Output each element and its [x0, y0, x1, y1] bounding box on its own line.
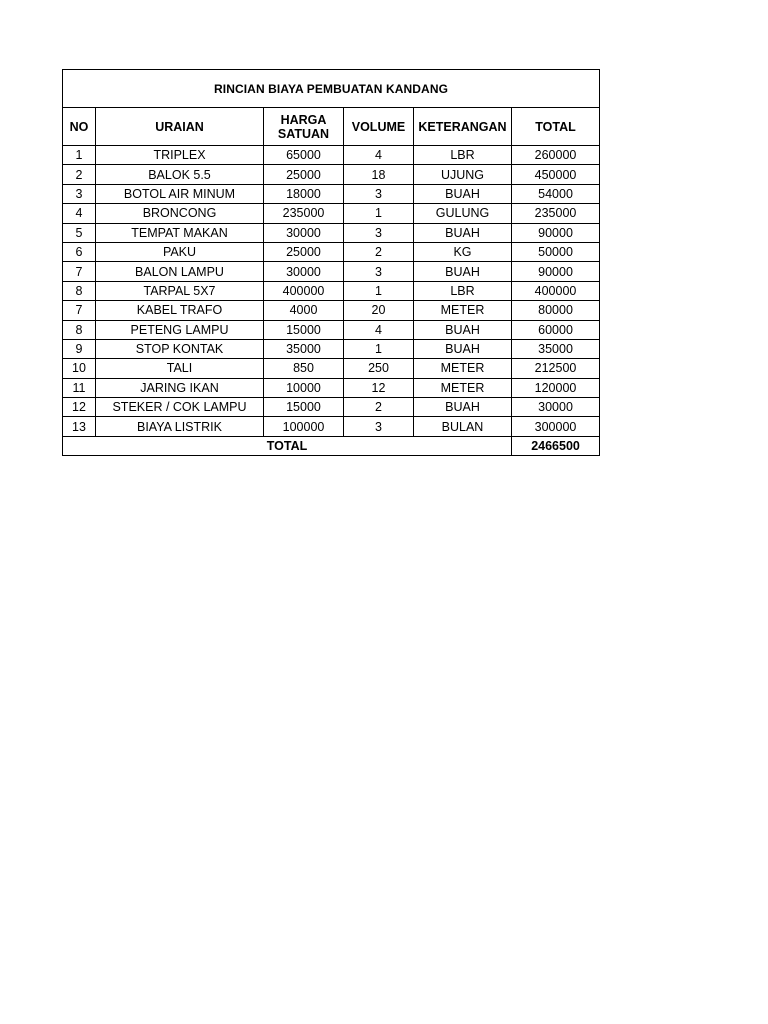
cell-volume: 3	[344, 184, 414, 203]
table-row	[63, 184, 600, 203]
cell-keterangan: BUAH	[414, 398, 512, 417]
cell-uraian: BOTOL AIR MINUM	[96, 184, 264, 203]
cell-total: 300000	[512, 417, 600, 436]
header-harga-line1: HARGA	[280, 112, 327, 127]
cell-keterangan: LBR	[414, 146, 512, 165]
cell-no: 6	[63, 242, 96, 261]
table-header-row	[63, 108, 600, 146]
cell-uraian: KABEL TRAFO	[96, 301, 264, 320]
cell-harga-satuan: 850	[264, 359, 344, 378]
cell-harga-satuan: 400000	[264, 281, 344, 300]
table-title-row	[63, 70, 600, 108]
cell-volume: 4	[344, 320, 414, 339]
cell-keterangan: BUAH	[414, 223, 512, 242]
cell-keterangan: GULUNG	[414, 204, 512, 223]
cell-volume: 1	[344, 204, 414, 223]
cell-volume: 20	[344, 301, 414, 320]
cell-no: 8	[63, 320, 96, 339]
table-row	[63, 301, 600, 320]
cell-uraian: TRIPLEX	[96, 146, 264, 165]
cell-keterangan: BUAH	[414, 262, 512, 281]
cell-keterangan: METER	[414, 378, 512, 397]
cell-harga-satuan: 4000	[264, 301, 344, 320]
header-keterangan: KETERANGAN	[414, 108, 512, 146]
cell-no: 10	[63, 359, 96, 378]
cell-volume: 1	[344, 281, 414, 300]
cell-harga-satuan: 15000	[264, 320, 344, 339]
cell-harga-satuan: 18000	[264, 184, 344, 203]
table-row	[63, 242, 600, 261]
cell-total: 50000	[512, 242, 600, 261]
cell-volume: 3	[344, 262, 414, 281]
cell-total: 60000	[512, 320, 600, 339]
cell-total: 80000	[512, 301, 600, 320]
cell-total: 35000	[512, 339, 600, 358]
cell-no: 8	[63, 281, 96, 300]
cell-harga-satuan: 25000	[264, 165, 344, 184]
table-row	[63, 339, 600, 358]
cell-no: 12	[63, 398, 96, 417]
cell-uraian: PETENG LAMPU	[96, 320, 264, 339]
table-row	[63, 204, 600, 223]
cell-harga-satuan: 65000	[264, 146, 344, 165]
grand-total-value: 2466500	[512, 436, 600, 455]
cell-keterangan: BUAH	[414, 339, 512, 358]
cell-uraian: STOP KONTAK	[96, 339, 264, 358]
cell-keterangan: KG	[414, 242, 512, 261]
cell-keterangan: LBR	[414, 281, 512, 300]
header-harga-satuan	[264, 108, 344, 146]
cell-total: 212500	[512, 359, 600, 378]
cell-no: 4	[63, 204, 96, 223]
cell-total: 90000	[512, 223, 600, 242]
table-row	[63, 146, 600, 165]
total-label: TOTAL	[63, 436, 512, 455]
cell-no: 7	[63, 301, 96, 320]
cell-keterangan: METER	[414, 359, 512, 378]
cell-uraian: TALI	[96, 359, 264, 378]
cell-total: 235000	[512, 204, 600, 223]
table-row	[63, 417, 600, 436]
cell-keterangan: METER	[414, 301, 512, 320]
cell-keterangan: BUAH	[414, 320, 512, 339]
cell-uraian: BRONCONG	[96, 204, 264, 223]
cell-uraian: TEMPAT MAKAN	[96, 223, 264, 242]
cell-uraian: BALON LAMPU	[96, 262, 264, 281]
cell-harga-satuan: 25000	[264, 242, 344, 261]
table-title: RINCIAN BIAYA PEMBUATAN KANDANG	[63, 70, 600, 108]
table-row	[63, 262, 600, 281]
cell-no: 2	[63, 165, 96, 184]
header-volume: VOLUME	[344, 108, 414, 146]
cell-uraian: BALOK 5.5	[96, 165, 264, 184]
cell-uraian: TARPAL 5X7	[96, 281, 264, 300]
cell-harga-satuan: 30000	[264, 223, 344, 242]
table-row	[63, 320, 600, 339]
cost-sheet	[62, 69, 599, 456]
cell-keterangan: BUAH	[414, 184, 512, 203]
cell-no: 11	[63, 378, 96, 397]
header-no: NO	[63, 108, 96, 146]
cost-breakdown-table	[62, 69, 600, 456]
table-total-row	[63, 436, 600, 455]
cell-volume: 1	[344, 339, 414, 358]
cell-no: 1	[63, 146, 96, 165]
cell-total: 54000	[512, 184, 600, 203]
header-total: TOTAL	[512, 108, 600, 146]
cell-volume: 2	[344, 242, 414, 261]
cell-uraian: BIAYA LISTRIK	[96, 417, 264, 436]
cell-total: 400000	[512, 281, 600, 300]
cell-no: 3	[63, 184, 96, 203]
cell-harga-satuan: 235000	[264, 204, 344, 223]
cell-volume: 250	[344, 359, 414, 378]
cell-keterangan: UJUNG	[414, 165, 512, 184]
cell-total: 450000	[512, 165, 600, 184]
cell-volume: 4	[344, 146, 414, 165]
cell-harga-satuan: 10000	[264, 378, 344, 397]
cell-harga-satuan: 15000	[264, 398, 344, 417]
cell-volume: 3	[344, 223, 414, 242]
header-harga-line2: SATUAN	[277, 126, 330, 141]
cell-total: 90000	[512, 262, 600, 281]
cell-no: 13	[63, 417, 96, 436]
header-uraian: URAIAN	[96, 108, 264, 146]
table-row	[63, 165, 600, 184]
cell-no: 7	[63, 262, 96, 281]
cell-total: 120000	[512, 378, 600, 397]
cell-total: 30000	[512, 398, 600, 417]
cell-uraian: PAKU	[96, 242, 264, 261]
cell-no: 9	[63, 339, 96, 358]
cell-keterangan: BULAN	[414, 417, 512, 436]
cell-volume: 2	[344, 398, 414, 417]
table-row	[63, 223, 600, 242]
cell-volume: 12	[344, 378, 414, 397]
table-row	[63, 281, 600, 300]
cell-uraian: JARING IKAN	[96, 378, 264, 397]
cell-harga-satuan: 100000	[264, 417, 344, 436]
cell-volume: 18	[344, 165, 414, 184]
cell-uraian: STEKER / COK LAMPU	[96, 398, 264, 417]
table-row	[63, 378, 600, 397]
table-row	[63, 359, 600, 378]
cell-harga-satuan: 30000	[264, 262, 344, 281]
cell-volume: 3	[344, 417, 414, 436]
cell-no: 5	[63, 223, 96, 242]
table-row	[63, 398, 600, 417]
cell-harga-satuan: 35000	[264, 339, 344, 358]
cell-total: 260000	[512, 146, 600, 165]
